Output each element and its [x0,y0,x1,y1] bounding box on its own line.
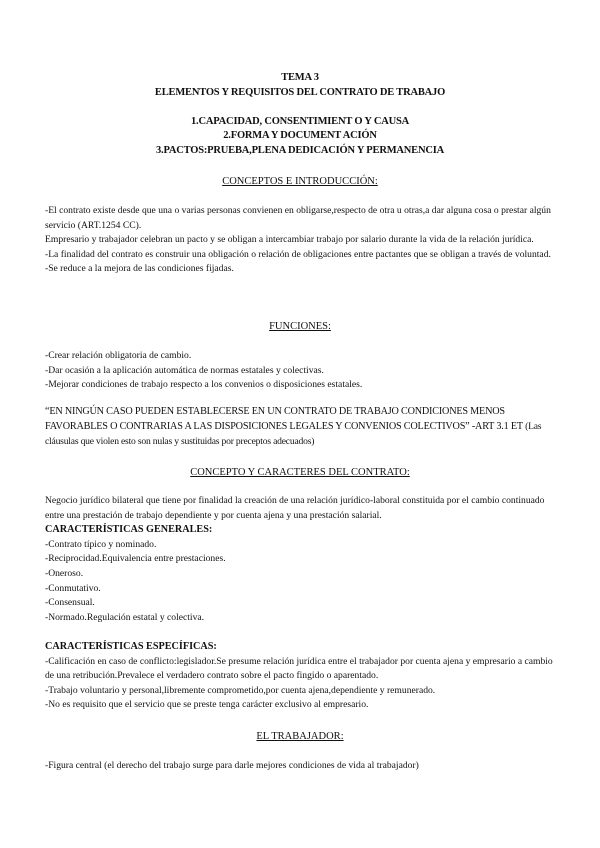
conceptos-line: -Se reduce a la mejora de las condiciones fijadas. [45,263,234,275]
document-title: ELEMENTOS Y REQUISITOS DEL CONTRATO DE TRABAJO [154,87,446,98]
conceptos-line: Empresario y trabajador celebran un pacto y se obligan a intercambiar trabajo por salario durante la vida de la relación jurídica. [45,234,534,246]
funciones-line: -Dar ocasión a la aplicación automática de normas estatales y colectivas. [45,364,324,376]
conceptos-line: -La finalidad del contrato es construir una obligación o relación de obligaciones entre pactantes que se obligan a través de voluntad. [45,248,551,260]
funciones-body [45,349,560,393]
legal-quote-main: “EN NINGÚN CASO PUEDEN ESTABLECERSE EN UN CONTRATO DE TRABAJO CONDICIONES MENOS FAVORABLES O CONTRARIAS A LAS DISPOSICIONES LEGALES Y CONVENIOS COLECTIVOS” -ART 3.1 ET [45,406,523,432]
generales-item: -Oneroso. [45,567,84,579]
tema-title: TEMA 3 [281,72,319,83]
legal-quote [45,405,565,449]
conceptos-line: -El contrato existe desde que una o varias personas convienen en obligarse,respecto de otra u otras,a dar alguna cosa o prestar algún servicio (ART.1254 CC). [45,205,551,231]
section-heading-trabajador: EL TRABAJADOR: [256,731,344,742]
especificas-body [45,640,560,713]
generales-item: -Reciprocidad.Equivalencia entre prestaciones. [45,553,226,565]
trabajador-line: -Figura central (el derecho del trabajo surge para darle mejores condiciones de vida al trabajador) [45,760,419,771]
topic-point-3: 3.PACTOS:PRUEBA,PLENA DEDICACIÓN Y PERMANENCIA [155,145,445,156]
concepto-body [45,494,560,625]
conceptos-body [45,204,560,277]
topic-point-1: 1.CAPACIDAD, CONSENTIMIENT O Y CAUSA [191,116,409,127]
especificas-item: -Trabajo voluntario y personal,libremente comprometido,por cuenta ajena,dependiente y remunerado. [45,684,436,696]
section-heading-concepto: CONCEPTO Y CARACTERES DEL CONTRATO: [190,467,410,478]
generales-item: -Consensual. [45,597,95,609]
generales-item: -Conmutativo. [45,582,101,594]
especificas-item: -No es requisito que el servicio que se preste tenga carácter exclusivo al empresario. [45,699,369,711]
concepto-intro: Negocio jurídico bilateral que tiene por finalidad la creación de una relación jurídico-laboral constituida por el cambio continuado entre una prestación de trabajo dependiente y por cuenta ajena y una prestación salarial. [45,495,545,521]
legal-quote-note: (Las cláusulas que violen esto son nulas y sustituidas por preceptos adecuados) [45,420,542,447]
trabajador-body [45,759,560,774]
generales-item: -Normado.Regulación estatal y colectiva. [45,611,205,623]
section-heading-funciones: FUNCIONES: [269,321,331,332]
section-heading-conceptos: CONCEPTOS E INTRODUCCIÓN: [222,176,378,187]
topic-point-2: 2.FORMA Y DOCUMENT ACIÓN [223,130,377,141]
funciones-line: -Crear relación obligatoria de cambio. [45,350,192,361]
funciones-line: -Mejorar condiciones de trabajo respecto a los convenios o disposiciones estatales. [45,379,363,391]
especificas-title: CARACTERÍSTICAS ESPECÍFICAS: [45,641,217,652]
generales-item: -Contrato típico y nominado. [45,538,157,550]
generales-title: CARACTERÍSTICAS GENERALES: [45,524,213,536]
especificas-item: -Calificación en caso de conflicto:legislador.Se presume relación jurídica entre el trabajador por cuenta ajena y empresario a cambio de una retribución.Prevalece el verdadero contrato sobre el pacto fingido o aparentado. [45,655,553,682]
